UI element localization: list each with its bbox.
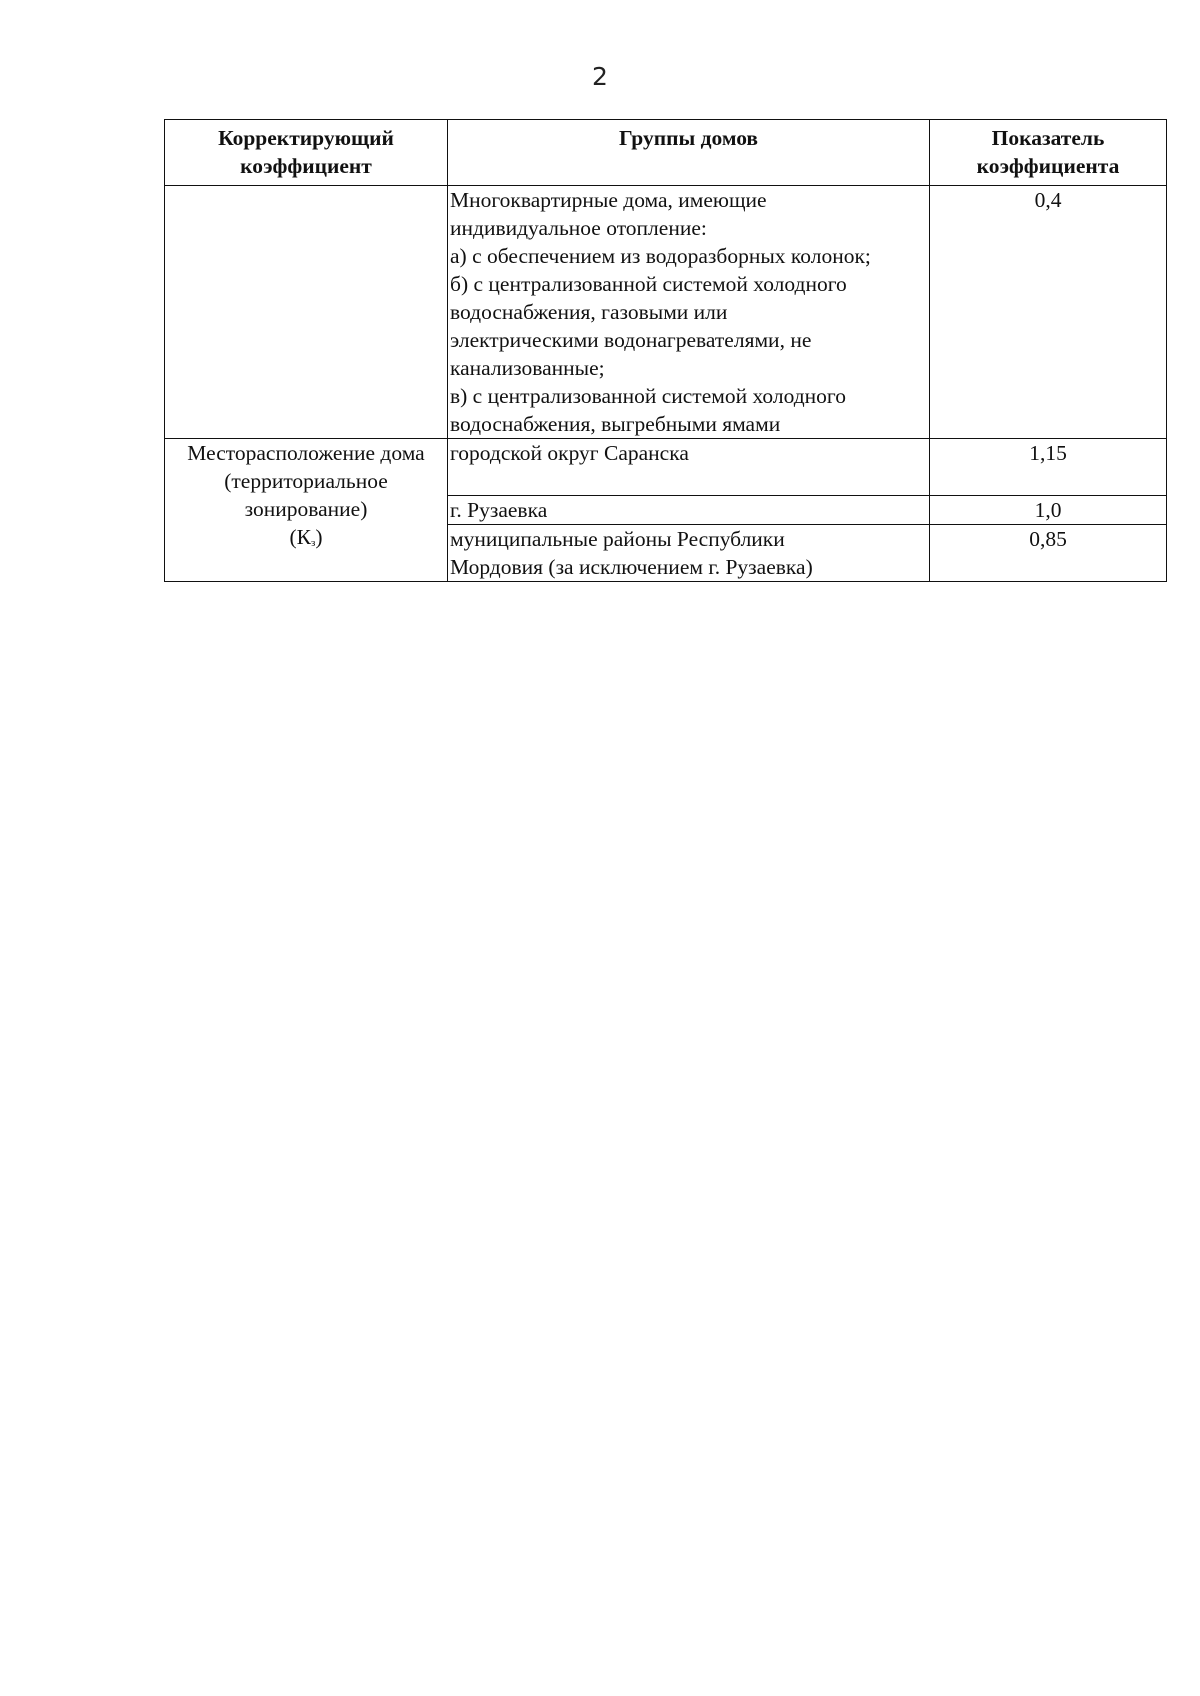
location-coefficient-symbol bbox=[289, 525, 322, 549]
row-coefficient-cell bbox=[165, 186, 448, 439]
row-group-cell: городской округ Саранска bbox=[448, 439, 930, 496]
row-value-cell: 0,85 bbox=[930, 525, 1167, 582]
symbol-open: (К bbox=[289, 525, 311, 549]
row-value-cell: 1,15 bbox=[930, 439, 1167, 496]
location-coefficient-label: Месторасположение дома (территориальное зонирование) bbox=[187, 441, 425, 521]
table-header-row bbox=[165, 120, 1167, 186]
row-value-cell: 1,0 bbox=[930, 496, 1167, 525]
header-house-groups: Группы домов bbox=[448, 120, 930, 186]
location-coefficient-cell bbox=[165, 439, 448, 582]
header-coefficient-value: Показатель коэффициента bbox=[930, 120, 1167, 186]
row-group-cell: г. Рузаевка bbox=[448, 496, 930, 525]
row-value-cell: 0,4 bbox=[930, 186, 1167, 439]
symbol-index: з bbox=[310, 537, 316, 549]
symbol-close: ) bbox=[315, 525, 323, 549]
coefficients-table bbox=[164, 119, 1167, 582]
page-number: 2 bbox=[592, 62, 608, 91]
row-group-cell: Многоквартирные дома, имеющие индивидуальное отопление: а) с обеспечением из водоразборных колонок; б) с централизованной системой холодного водоснабжения, газовыми или электрическими водонагревателями, не канализованные; в) с централизованной системой холодного водоснабжения, выгребными ямами bbox=[448, 186, 930, 439]
header-coefficient: Корректирующий коэффициент bbox=[165, 120, 448, 186]
table-row bbox=[165, 439, 1167, 496]
table-row bbox=[165, 186, 1167, 439]
row-group-cell: муниципальные районы Республики Мордовия (за исключением г. Рузаевка) bbox=[448, 525, 930, 582]
